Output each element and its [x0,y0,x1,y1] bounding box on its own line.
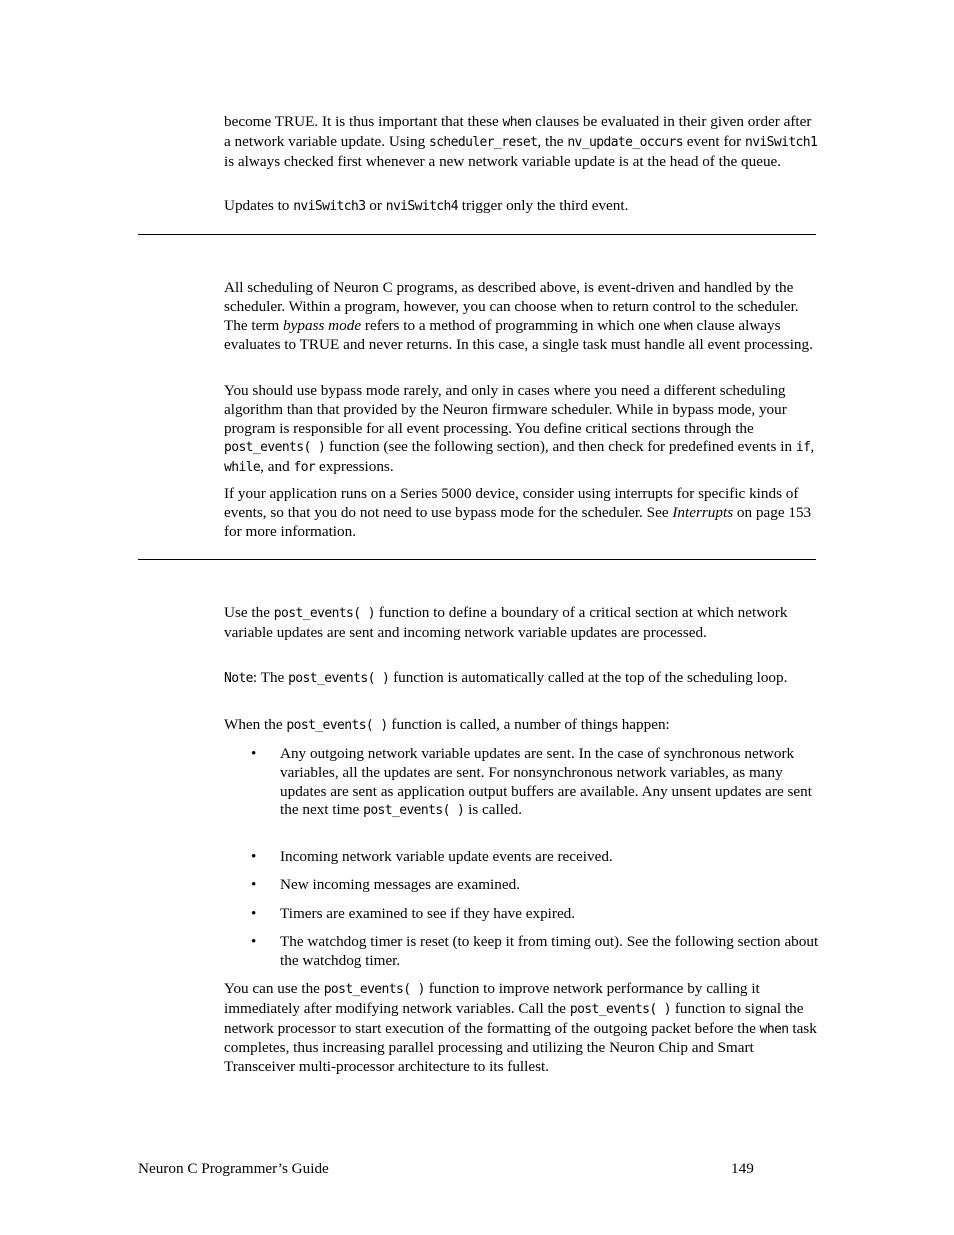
paragraph-bypass-mode-usage: You should use bypass mode rarely, and only in cases where you need a different scheduling algorithm than that provided by the Neuron firmware scheduler. While in bypass mode, your program is responsible for all event processing. You define critical sections through the post_events( ) function (see the following section), and then check for predefined events in if, while, and for expressions. [224,382,815,476]
emphasis-term: Interrupts [672,503,734,521]
list-item: Any outgoing network variable updates are sent. In the case of synchronous network variables, all the updates are sent. For nonsynchronous network variables, as many updates are sent as application output buffers are available. Any unsent updates are sent the next time post_events( ) is called. [280,745,812,819]
paragraph-post-events-called: When the post_events( ) function is called, a number of things happen: [224,716,670,733]
list-item: Timers are examined to see if they have expired. [280,905,576,922]
bullet-marker: • [251,905,257,922]
code-term: post_events( ) [286,718,388,733]
note-label: Note [224,671,253,686]
code-term: nviSwitch3 [293,199,366,214]
list-item: Incoming network variable update events are received. [280,848,613,865]
code-term: post_events( ) [363,803,465,819]
emphasis-term: bypass mode [283,316,362,334]
paragraph-bypass-mode-intro: All scheduling of Neuron C programs, as described above, is event-driven and handled by the scheduler. Within a program, however, you can choose when to return control to the scheduler. The term bypass mode refers to a method of programming in which one when clause always evaluates to TRUE and never returns. In this case, a single task must handle all event processing. [224,279,813,354]
list-item: New incoming messages are examined. [280,876,520,893]
footer-title: Neuron C Programmer’s Guide [138,1160,329,1177]
page-number: 149 [731,1160,754,1177]
paragraph-updates-third-event: Updates to nviSwitch3 or nviSwitch4 trigger only the third event. [224,197,629,214]
bullet-marker: • [251,876,257,893]
code-term: nviSwitch1 [744,134,818,150]
bullet-marker: • [251,745,257,762]
paragraph-series-5000-interrupts: If your application runs on a Series 5000 device, consider using interrupts for specific kinds of events, so that you do not need to use bypass mode for the scheduler. See Interrupts on page 153 for more information. [224,485,812,540]
code-term: nviSwitch4 [385,199,458,214]
paragraph-post-events-intro: Use the post_events( ) function to define a boundary of a critical section at which network variable updates are sent and incoming network variable updates are processed. [224,604,788,641]
code-term: nv_update_occurs [567,134,683,150]
code-term: for [293,460,316,476]
section-divider [138,234,816,235]
code-term: while [224,460,261,476]
code-term: when [502,115,532,130]
code-term: post_events( ) [288,671,390,686]
paragraph-network-performance: You can use the post_events( ) function to improve network performance by calling it immediately after modifying network variables. Call the post_events( ) function to signal the network processor to start execution of the formatting of the outgoing packet before the when task completes, thus increasing parallel processing and utilizing the Neuron Chip and Smart Transceiver multi-processor architecture to its fullest. [224,980,817,1076]
paragraph-note: Note: The post_events( ) function is automatically called at the top of the scheduling loop. [224,669,788,686]
section-divider [138,559,816,560]
list-item: The watchdog timer is reset (to keep it from timing out). See the following section about the watchdog timer. [280,933,819,969]
paragraph-when-clause-order: become TRUE. It is thus important that these when clauses be evaluated in their given order after a network variable update. Using scheduler_reset, the nv_update_occurs event for nviSwitch1 is always checked first whenever a new network variable update is at the head of the queue. [224,113,818,170]
code-term: post_events( ) [323,982,425,997]
code-term: post_events( ) [273,606,375,621]
bullet-marker: • [251,848,257,865]
code-term: if [795,440,811,456]
bullet-marker: • [251,933,257,950]
code-term: scheduler_reset [428,134,538,150]
code-term: post_events( ) [569,1001,672,1017]
code-term: when [759,1021,789,1037]
code-term: post_events( ) [224,440,326,456]
code-term: when [663,318,693,334]
